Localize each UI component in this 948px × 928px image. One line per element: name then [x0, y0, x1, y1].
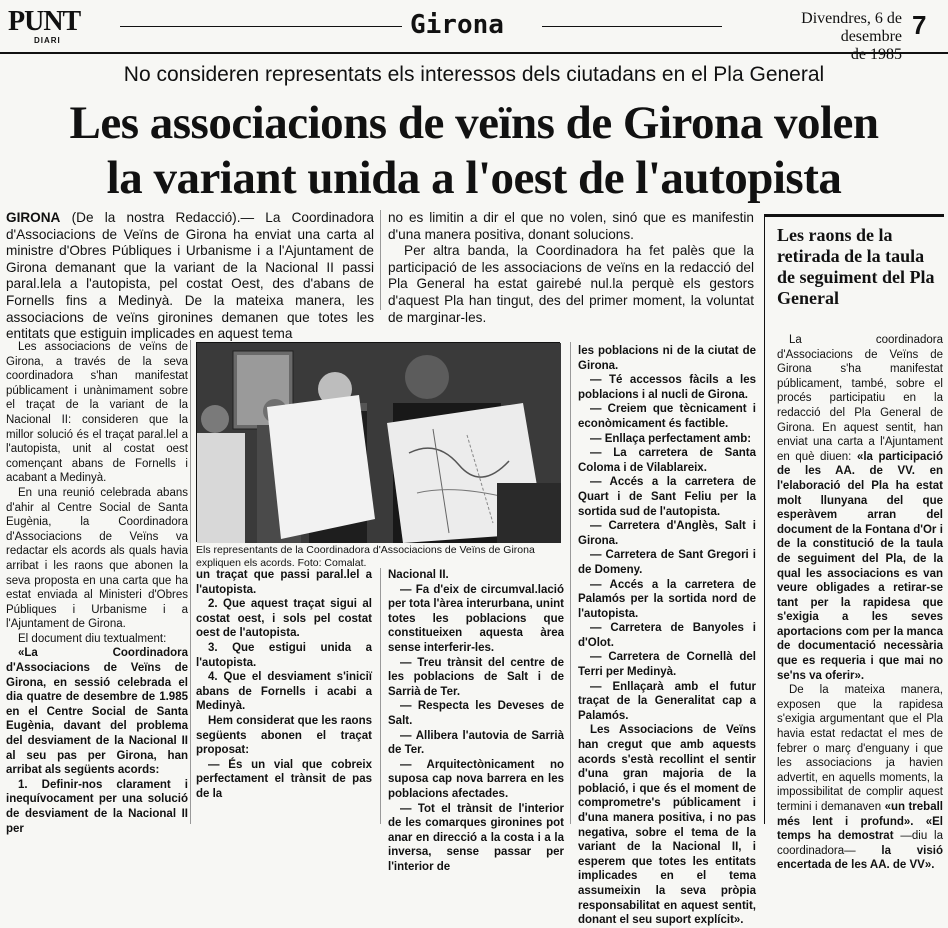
- newspaper-logo-sub: DIARI: [34, 36, 61, 45]
- issue-date: [752, 10, 902, 64]
- col3-p1: Nacional II.: [388, 569, 449, 581]
- col3-p7: — Tot el trànsit de l'interior de les comarques gironines pot anar en direcció a la costa i a la inversa, sense passar per l'interior de: [388, 802, 564, 873]
- photo-credit: Foto: Comalat.: [297, 557, 367, 569]
- newspaper-logo: PUNT: [8, 6, 81, 37]
- sidebar-p2-text: De la mateixa manera, exposen que la rapidesa s'exigia argumentant que el Pla havia estat redactat el mes de febrer o març d'enguany i que les associacions ja havien advertit, en aquells moments, la impossibilitat de complir aquest termini i demanaven: [777, 684, 943, 813]
- col4-p5: — La carretera de Santa Coloma i de Vilablareix.: [578, 447, 756, 474]
- sidebar-p2-attribution: —diu la coordinadora—: [777, 830, 943, 857]
- sidebar-p2: [777, 683, 943, 873]
- col4-p2: — Té accessos fàcils a les poblacions i al nucli de Girona.: [578, 374, 756, 401]
- col4-p3: — Creiem que tècnicament i econòmicament és factible.: [578, 403, 756, 430]
- sidebar-box: [764, 214, 944, 872]
- lead-left: [6, 210, 374, 343]
- col3-p5: — Allibera l'autovia de Sarrià de Ter.: [388, 729, 564, 757]
- section-rule-left: [120, 26, 402, 27]
- page-number: 7: [912, 10, 927, 40]
- lead-column-rule: [380, 210, 381, 310]
- section-rule-right: [542, 26, 722, 27]
- sidebar-body: [777, 333, 943, 873]
- section-name: Girona: [410, 10, 504, 40]
- col1-p3: El document diu textualment:: [18, 632, 167, 645]
- col2-p5: Hem considerat que les raons següents abonen el traçat proposat:: [196, 714, 372, 757]
- lead-right-p2: Per altra banda, la Coordinadora ha fet palès que la participació de les associacions de veïns en la redacció del Pla General ha estat gairebé nul.la perquè els gestors d'aquest Pla han tingut, des del primer moment, la voluntat de marginar-les.: [388, 243, 754, 325]
- col4-p12: — Enllaçarà amb el futur traçat de la Generalitat cap a Palamós.: [578, 680, 756, 722]
- lead-dateline: GIRONA: [6, 210, 61, 225]
- body-column-4: [578, 344, 756, 928]
- article-headline: [0, 96, 948, 206]
- col4-p8: — Carretera de Sant Gregori i de Domeny.: [578, 549, 756, 576]
- lead-right-p1: no es limitin a dir el que no volen, sinó que es manifestin d'una manera positiva, donant solucions.: [388, 210, 754, 242]
- col2-p1: un traçat que passi paral.lel a l'autopista.: [196, 569, 372, 596]
- col1-p2: En una reunió celebrada abans d'ahir al Centre Social de Santa Eugènia, la Coordinadora d'Associacions de Veïns va redactar els acords als quals havia arribat i les raons que abonen la seva proposta en una carta que ha estat enviada al Ministeri d'Obres Públiques i Urbanisme i a l'Ajuntament de Girona.: [6, 486, 188, 631]
- col1-p4: «La Coordinadora d'Associacions de Veïns de Girona, en sessió celebrada el dia quatre de desembre de 1.985 en el Centre Social de Santa Eugènia, davant del problema del desviament de la Nacional II al seu pas per Girona, han arribat als següents acords:: [6, 647, 188, 777]
- body-column-2: [196, 568, 372, 802]
- col1-p5: 1. Definir-nos clarament i inequívocament per una solució de desviament de la Nacional II per: [6, 778, 188, 835]
- sidebar-p1-quote: «la participació de les AA. de VV. en l'elaboració del Pla ha estat molt llunyana del que esperàvem arran del document de la Fontana d'Or i de la constitució de la taula de seguiment del Pla, de la qual les associacions es van veure obligades a retirar-se tant per la rapidesa que s'exigia a les seves aportacions com per la manca de documentació necessària que es requeria i que mai no se'ns va oferir».: [777, 450, 944, 682]
- lead-right: [388, 210, 754, 326]
- col1-p1: Les associacions de veïns de Girona, a través de la seva coordinadora s'han manifestat públicament i unànimament sobre el traçat de la variant de la Nacional II: consideren que la millor solució és el traçat paral.lel a l'autopista, unit al costat oest començant abans de Fornells i acabant a Medinyà.: [6, 341, 188, 485]
- headline-line-2: la variant unida a l'oest de l'autopista: [106, 152, 842, 204]
- body-column-1: [6, 340, 188, 836]
- sidebar-p2-quote2: «El temps ha demostrat: [777, 815, 943, 843]
- issue-date-line2: de 1985: [850, 46, 902, 63]
- photo-illustration: [197, 343, 561, 543]
- sidebar-p1: [777, 333, 943, 683]
- article-kicker: No consideren representats els interessos dels ciutadans en el Pla General: [123, 63, 825, 86]
- article-photo: [196, 342, 560, 542]
- col4-p13: Les Associacions de Veïns han cregut que amb aquests acords s'està recollint el sentir d'una gran majoria de la població, i que és el moment de comprometre's públicament i d'una manera positiva, i no pas negativa, sobre el tema de la variant de la Nacional II, i esperem que totes les entitats implicades en el tema assumeixin la seva pròpia responsabilitat en aquest sentit, donant el seu suport explícit».: [578, 724, 756, 927]
- col2-p2: 2. Que aquest traçat sigui al costat oest, i sols pel costat oest de l'autopista.: [196, 598, 372, 640]
- sidebar-p1-text: La coordinadora d'Associacions de Veïns de Girona s'ha manifestat públicament, també, sobre el procés participatiu en la redacció del Pla General de Girona. En aquest sentit, han enviat una carta a l'Ajuntament en què diuen:: [777, 334, 943, 463]
- column-rule-3: [570, 342, 571, 824]
- masthead: [0, 0, 948, 63]
- headline-line-1: Les associacions de veïns de Girona volen: [69, 97, 879, 149]
- sidebar-p2-quote3: la visió encertada de les AA. de VV».: [777, 844, 943, 872]
- sidebar-title: Les raons de la retirada de la taula de seguiment del Pla General: [777, 225, 935, 308]
- col4-p11: — Carretera de Cornellà del Terri per Medinyà.: [578, 651, 756, 679]
- col3-p2: — Fa d'eix de circumval.lació per tota l'àrea interurbana, unint totes les poblacions que constitueixen aquesta àrea sense interferir-les.: [388, 583, 564, 654]
- photo-caption: [196, 544, 564, 570]
- col3-p3: — Treu trànsit del centre de les poblacions de Salt i de Sarrià de Ter.: [388, 656, 564, 698]
- col2-p4: 4. Que el desviament s'iniciï abans de Fornells i acabi a Medinyà.: [196, 671, 372, 713]
- col4-p7: — Carretera d'Anglès, Salt i Girona.: [578, 520, 756, 547]
- col2-p6: — És un vial que cobreix perfectament el trànsit de pas de la: [196, 758, 372, 800]
- column-rule-1: [190, 340, 191, 824]
- photo-caption-text: Els representants de la Coordinadora d'Associacions de Veïns de Girona expliquen els acords.: [196, 544, 535, 569]
- body-column-3: [388, 568, 564, 874]
- col4-p10: — Carretera de Banyoles i d'Olot.: [578, 622, 756, 649]
- col3-p6: — Arquitectònicament no suposa cap nova barrera en les poblacions afectades.: [388, 758, 564, 800]
- sidebar-p2-quote1: «un treball més lent i profund».: [777, 801, 943, 828]
- col4-p4: — Enllaça perfectament amb:: [590, 432, 752, 445]
- col2-p3: 3. Que estigui unida a l'autopista.: [196, 641, 372, 669]
- issue-date-line1: Divendres, 6 de desembre: [801, 10, 902, 45]
- col4-p6: — Accés a la carretera de Quart i de Sant Feliu per la sortida sud de l'autopista.: [578, 476, 756, 518]
- lead-left-text: (De la nostra Redacció).— La Coordinadora d'Associacions de Veïns de Girona ha enviat una carta al ministre d'Obres Públiques i Urbanisme i a l'Ajuntament de Girona demanant que la variant de la Nacional II passi paral.lela a l'autopista, pel costat Oest, des d'abans de Fornells fins a Medinyà. De la mateixa manera, les associacions de veïns gironines demanen que totes les entitats que estiguin implicades en aquest tema: [6, 210, 374, 342]
- column-rule-2: [380, 568, 381, 824]
- col4-p1: les poblacions ni de la ciutat de Girona.: [578, 345, 756, 372]
- col4-p9: — Accés a la carretera de Palamós per la sortida nord de l'autopista.: [578, 578, 756, 620]
- col3-p4: — Respecta les Deveses de Salt.: [388, 700, 564, 727]
